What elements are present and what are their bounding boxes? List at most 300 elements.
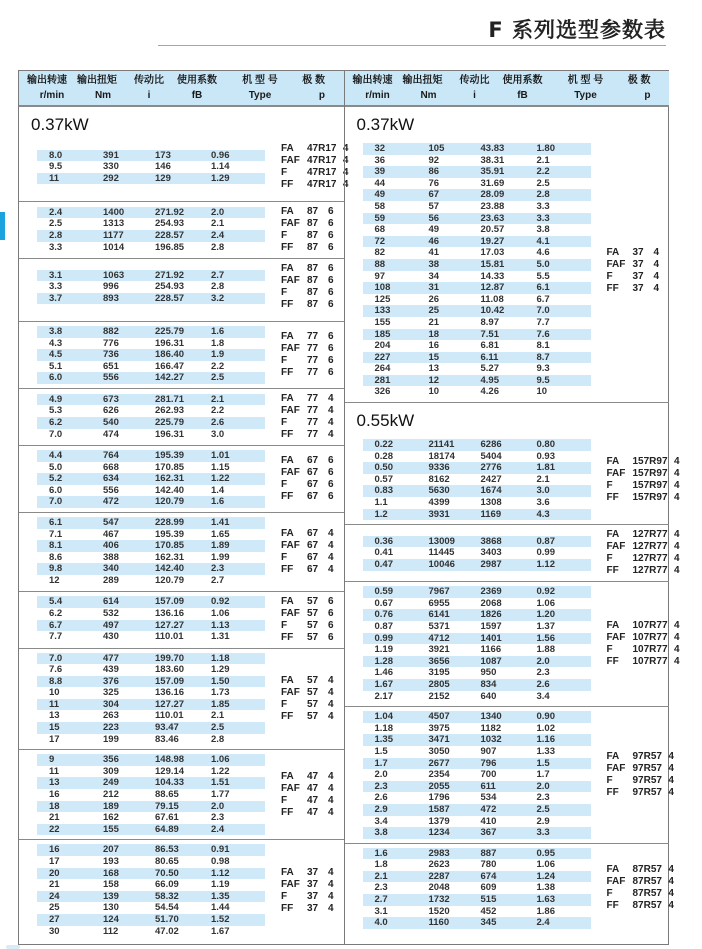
table-row xyxy=(363,871,591,883)
model-poles: 4 xyxy=(668,900,674,912)
model-size: 87 xyxy=(307,230,319,241)
model-poles: 4 xyxy=(673,491,680,503)
cell-factor: 0.92 xyxy=(211,596,230,608)
cell-ratio: 67.61 xyxy=(155,812,179,824)
model-poles: 4 xyxy=(327,878,334,890)
cell-factor: 1.4 xyxy=(211,484,225,496)
spec-rows xyxy=(37,754,265,835)
cell-ratio: 2369 xyxy=(480,586,502,598)
cell-torque: 430 xyxy=(103,631,119,643)
unit-factor: fB xyxy=(191,90,203,101)
model-poles: 4 xyxy=(327,674,334,686)
model-prefix: FAF xyxy=(281,218,300,229)
model-size: 87R57 xyxy=(632,876,662,888)
model-poles: 4 xyxy=(327,698,334,710)
model-item xyxy=(281,675,334,687)
cell-ratio: 104.33 xyxy=(155,777,185,789)
table-row xyxy=(37,394,265,406)
cell-speed: 6.0 xyxy=(49,484,63,496)
cell-ratio: 110.01 xyxy=(155,710,184,722)
cell-factor: 1.89 xyxy=(211,540,230,552)
cell-torque: 474 xyxy=(103,428,119,440)
spec-rows xyxy=(363,711,591,839)
header-service-factor: 使用系数 xyxy=(177,75,217,86)
cell-speed: 27 xyxy=(49,913,60,925)
cell-speed: 32 xyxy=(374,143,386,154)
cell-torque: 304 xyxy=(103,698,119,710)
cell-speed: 5.0 xyxy=(49,461,63,473)
model-size: 47R17 xyxy=(307,143,337,154)
table-row xyxy=(363,166,591,178)
cell-torque: 1014 xyxy=(103,241,125,253)
model-list xyxy=(265,867,344,915)
cell-ratio: 142.27 xyxy=(155,372,185,384)
table-row xyxy=(363,859,591,871)
cell-torque: 263 xyxy=(103,710,119,722)
table-row xyxy=(37,844,265,856)
cell-ratio: 142.40 xyxy=(155,563,185,575)
cell-factor: 1.99 xyxy=(211,551,230,563)
cell-speed: 2.5 xyxy=(49,218,63,230)
cell-torque: 540 xyxy=(103,416,119,428)
cell-speed: 2.4 xyxy=(49,206,63,218)
cell-ratio: 225.79 xyxy=(155,326,185,337)
model-item xyxy=(281,620,334,632)
model-size: 157R97 xyxy=(632,479,668,491)
cell-speed: 0.22 xyxy=(374,439,393,451)
model-item xyxy=(281,479,334,491)
table-row xyxy=(363,547,591,559)
model-size: 107R77 xyxy=(632,656,668,668)
model-size: 47R17 xyxy=(307,179,337,190)
table-row xyxy=(37,596,265,608)
cell-factor: 1.9 xyxy=(211,349,225,361)
table-row xyxy=(37,868,265,880)
table-row xyxy=(363,224,591,236)
cell-torque: 57 xyxy=(428,200,440,212)
model-item xyxy=(281,355,334,367)
table-row xyxy=(37,766,265,778)
cell-torque: 292 xyxy=(103,172,119,184)
table-row xyxy=(37,754,265,766)
cell-ratio: 6286 xyxy=(480,439,502,451)
cell-torque: 1520 xyxy=(428,905,450,917)
model-item xyxy=(281,632,334,644)
cell-factor: 1.80 xyxy=(536,143,555,154)
cell-speed: 0.76 xyxy=(374,609,393,621)
table-row xyxy=(37,417,265,429)
cell-ratio: 79.15 xyxy=(155,800,179,812)
table-row xyxy=(37,722,265,734)
cell-ratio: 1597 xyxy=(480,621,502,632)
model-poles: 4 xyxy=(668,876,674,888)
cell-speed: 7.7 xyxy=(49,631,63,643)
model-item xyxy=(607,787,674,799)
table-row xyxy=(363,485,591,497)
cell-speed: 3.1 xyxy=(374,905,388,917)
cell-factor: 1.16 xyxy=(536,734,555,746)
model-item xyxy=(607,864,674,876)
spec-rows xyxy=(37,150,265,185)
cell-ratio: 88.65 xyxy=(155,789,179,801)
table-row xyxy=(363,340,591,352)
model-poles: 4 xyxy=(327,392,334,404)
cell-torque: 49 xyxy=(428,224,440,236)
cell-factor: 3.3 xyxy=(536,212,550,224)
cell-factor: 0.95 xyxy=(536,847,555,859)
table-row xyxy=(37,664,265,676)
model-item xyxy=(281,795,334,807)
table-row xyxy=(363,667,591,679)
model-poles: 4 xyxy=(327,686,334,698)
cell-ratio: 281.71 xyxy=(155,393,185,405)
cell-ratio: 28.09 xyxy=(480,189,505,201)
left-table xyxy=(19,71,349,944)
model-size: 127R77 xyxy=(632,529,668,541)
table-row xyxy=(363,816,591,828)
cell-speed: 68 xyxy=(374,224,386,236)
spec-group xyxy=(345,844,674,933)
model-list xyxy=(265,675,344,723)
cell-ratio: 64.89 xyxy=(155,823,179,835)
cell-ratio: 271.92 xyxy=(155,269,185,281)
table-header xyxy=(345,71,670,107)
cell-speed: 6.0 xyxy=(49,372,63,384)
cell-torque: 2677 xyxy=(428,757,450,769)
cell-speed: 0.57 xyxy=(374,473,393,485)
model-item xyxy=(281,417,334,429)
model-poles: 4 xyxy=(673,455,680,467)
cell-torque: 1063 xyxy=(103,269,125,281)
model-item xyxy=(281,467,334,479)
cell-torque: 3195 xyxy=(428,667,450,679)
table-row xyxy=(363,178,591,190)
cell-ratio: 534 xyxy=(480,792,497,804)
model-size: 57 xyxy=(307,710,319,722)
table-row xyxy=(37,676,265,688)
cell-ratio: 228.99 xyxy=(155,516,185,528)
model-item xyxy=(281,528,334,540)
cell-factor: 0.96 xyxy=(211,149,230,161)
model-size: 37 xyxy=(632,282,644,294)
cell-factor: 1.41 xyxy=(211,516,230,528)
spec-group xyxy=(19,139,349,202)
model-item xyxy=(281,552,334,564)
model-prefix: F xyxy=(281,230,288,241)
model-size: 67 xyxy=(307,551,319,563)
model-size: 47R17 xyxy=(307,167,337,178)
cell-torque: 3975 xyxy=(428,722,450,734)
cell-torque: 6955 xyxy=(428,597,450,609)
cell-torque: 41 xyxy=(428,247,440,259)
cell-torque: 2152 xyxy=(428,690,450,702)
cell-torque: 309 xyxy=(103,765,119,777)
model-size: 87 xyxy=(307,275,319,286)
model-poles: 4 xyxy=(673,620,680,632)
model-item xyxy=(281,143,348,155)
model-prefix: FF xyxy=(606,491,619,503)
cell-factor: 2.5 xyxy=(536,803,550,815)
table-row xyxy=(363,633,591,645)
cell-speed: 18 xyxy=(49,800,60,812)
model-prefix: F xyxy=(606,774,613,786)
cell-ratio: 110.01 xyxy=(155,631,184,643)
cell-speed: 3.4 xyxy=(374,815,388,827)
header-type: 机 型 号 xyxy=(567,75,604,86)
cell-speed: 281 xyxy=(374,374,391,386)
table-row xyxy=(37,710,265,722)
model-size: 67 xyxy=(307,490,319,502)
spec-group xyxy=(345,139,670,402)
table-row xyxy=(37,450,265,462)
cell-speed: 5.4 xyxy=(49,596,63,608)
spec-group xyxy=(19,446,344,513)
cell-factor: 0.93 xyxy=(536,450,555,462)
cell-speed: 185 xyxy=(374,328,391,340)
table-row xyxy=(363,769,591,781)
model-prefix: FA xyxy=(281,595,294,607)
unit-speed: r/min xyxy=(39,90,65,101)
model-prefix: F xyxy=(281,167,288,178)
cell-ratio: 609 xyxy=(480,882,497,894)
cell-factor: 2.0 xyxy=(536,655,550,667)
model-item xyxy=(281,263,334,275)
cell-factor: 3.3 xyxy=(536,200,550,212)
cell-factor: 7.0 xyxy=(536,305,550,317)
cell-torque: 472 xyxy=(103,496,119,508)
model-prefix: FA xyxy=(281,527,294,539)
cell-speed: 7.0 xyxy=(49,652,63,664)
cell-factor: 5.0 xyxy=(536,258,550,270)
table-row xyxy=(363,305,591,317)
table-row xyxy=(37,517,265,529)
cell-torque: 25 xyxy=(428,305,440,317)
table-row xyxy=(37,891,265,903)
cell-torque: 189 xyxy=(103,800,119,812)
cell-torque: 26 xyxy=(428,293,440,305)
model-poles: 4 xyxy=(673,632,680,644)
table-row xyxy=(363,609,591,621)
cell-torque: 547 xyxy=(103,516,119,528)
cell-speed: 2.9 xyxy=(374,803,388,815)
header-output-speed: 输出转速 xyxy=(27,75,67,86)
model-poles: 6 xyxy=(327,354,334,366)
cell-ratio: 4.95 xyxy=(480,374,499,386)
model-poles: 4 xyxy=(673,541,680,553)
table-row xyxy=(37,552,265,564)
spec-rows xyxy=(37,394,265,440)
model-prefix: F xyxy=(281,478,288,490)
table-row xyxy=(363,189,591,201)
model-prefix: FAF xyxy=(281,155,300,166)
cell-ratio: 271.92 xyxy=(155,206,185,218)
cell-ratio: 17.03 xyxy=(480,247,505,259)
table-row xyxy=(37,620,265,632)
cell-ratio: 127.27 xyxy=(155,698,185,710)
model-poles: 4 xyxy=(668,774,674,786)
model-size: 87 xyxy=(307,206,319,217)
unit-poles: p xyxy=(318,90,325,101)
cell-speed: 5.2 xyxy=(49,473,63,485)
cell-factor: 2.1 xyxy=(536,154,550,166)
cell-torque: 4712 xyxy=(428,632,450,644)
cell-torque: 5371 xyxy=(428,621,450,632)
model-size: 47 xyxy=(307,794,319,806)
cell-factor: 4.1 xyxy=(536,235,550,247)
cell-speed: 11 xyxy=(49,765,60,777)
cell-torque: 21141 xyxy=(428,439,455,451)
cell-speed: 11 xyxy=(49,172,60,184)
model-poles: 4 xyxy=(653,258,659,270)
model-poles: 4 xyxy=(653,270,659,282)
cell-torque: 13 xyxy=(428,363,440,375)
cell-ratio: 51.70 xyxy=(155,913,179,925)
cell-speed: 3.7 xyxy=(49,292,63,304)
cell-torque: 21 xyxy=(428,316,440,328)
cell-speed: 82 xyxy=(374,247,386,259)
cell-torque: 556 xyxy=(103,372,119,384)
cell-ratio: 162.31 xyxy=(155,551,185,563)
table-row xyxy=(363,247,591,259)
model-size: 67 xyxy=(307,527,319,539)
model-prefix: F xyxy=(281,354,288,366)
cell-torque: 249 xyxy=(103,777,119,789)
model-size: 87R57 xyxy=(632,900,662,912)
model-poles: 6 xyxy=(327,595,334,607)
cell-torque: 556 xyxy=(103,484,119,496)
cell-torque: 105 xyxy=(428,143,445,154)
cell-ratio: 11.08 xyxy=(480,293,504,305)
cell-speed: 4.5 xyxy=(49,349,63,361)
cell-factor: 1.06 xyxy=(536,859,555,871)
cell-torque: 330 xyxy=(103,161,119,173)
cell-speed: 1.19 xyxy=(374,644,393,656)
unit-speed: r/min xyxy=(365,90,390,101)
model-poles: 6 xyxy=(327,263,334,274)
model-size: 97R57 xyxy=(632,774,662,786)
table-row xyxy=(37,902,265,914)
cell-torque: 18 xyxy=(428,328,440,340)
model-size: 57 xyxy=(307,595,319,607)
spec-group xyxy=(19,750,344,840)
model-prefix: F xyxy=(606,553,613,565)
spec-group xyxy=(345,582,680,707)
cell-ratio: 196.31 xyxy=(155,428,185,440)
cell-torque: 626 xyxy=(103,405,119,417)
cell-factor: 2.9 xyxy=(536,815,550,827)
cell-speed: 20 xyxy=(49,867,60,879)
cell-ratio: 136.16 xyxy=(155,687,185,699)
cell-torque: 10 xyxy=(428,386,440,398)
model-prefix: F xyxy=(281,416,288,428)
cell-torque: 124 xyxy=(103,913,119,925)
table-row xyxy=(37,926,265,938)
cell-factor: 4.3 xyxy=(536,508,550,520)
cell-factor: 2.6 xyxy=(536,678,550,690)
model-size: 87 xyxy=(307,218,319,229)
table-header xyxy=(19,71,344,107)
cell-torque: 4507 xyxy=(428,711,450,723)
spec-group xyxy=(19,592,344,649)
cell-torque: 16 xyxy=(428,340,440,352)
model-item xyxy=(281,807,334,819)
cell-torque: 340 xyxy=(103,563,119,575)
cell-factor: 1.5 xyxy=(536,757,550,769)
model-item xyxy=(607,480,680,492)
cell-ratio: 38.31 xyxy=(480,154,505,166)
model-poles: 6 xyxy=(327,607,334,619)
cell-ratio: 472 xyxy=(480,803,497,815)
table-row xyxy=(363,474,591,486)
cell-factor: 1.35 xyxy=(211,890,230,902)
cell-factor: 1.77 xyxy=(211,789,230,801)
cell-factor: 2.0 xyxy=(211,206,225,218)
unit-type: Type xyxy=(248,90,272,101)
model-item xyxy=(607,763,674,775)
model-prefix: FA xyxy=(281,454,294,466)
cell-factor: 1.88 xyxy=(536,644,555,656)
table-row xyxy=(363,621,591,633)
model-prefix: F xyxy=(606,644,613,656)
cell-ratio: 1032 xyxy=(480,734,502,746)
unit-torque: Nm xyxy=(94,90,112,101)
cell-factor: 1.33 xyxy=(536,745,555,757)
table-row xyxy=(37,699,265,711)
cell-factor: 1.85 xyxy=(211,698,230,710)
model-item xyxy=(281,540,334,552)
model-poles: 4 xyxy=(327,890,334,902)
table-row xyxy=(363,375,591,387)
cell-ratio: 834 xyxy=(480,678,497,690)
cell-ratio: 80.65 xyxy=(155,856,179,867)
cell-ratio: 70.50 xyxy=(155,867,179,879)
model-list xyxy=(265,771,344,819)
cell-speed: 3.8 xyxy=(49,326,63,337)
power-section xyxy=(345,402,680,933)
cell-torque: 467 xyxy=(103,528,119,540)
model-item xyxy=(281,783,334,795)
cell-speed: 7.0 xyxy=(49,428,63,440)
cell-factor: 1.14 xyxy=(211,161,230,173)
model-poles: 4 xyxy=(673,553,680,565)
table-row xyxy=(37,473,265,485)
model-size: 47 xyxy=(307,806,319,818)
table-row xyxy=(363,848,591,860)
model-poles: 6 xyxy=(327,299,334,310)
cell-speed: 3.3 xyxy=(49,281,63,293)
cell-factor: 2.7 xyxy=(211,269,225,281)
title-divider xyxy=(158,45,666,46)
table-row xyxy=(363,282,591,294)
cell-speed: 0.50 xyxy=(374,462,393,474)
model-item xyxy=(281,429,334,441)
cell-torque: 223 xyxy=(103,722,119,734)
cell-speed: 2.7 xyxy=(374,894,388,906)
model-size: 67 xyxy=(307,478,319,490)
cell-ratio: 148.98 xyxy=(155,754,185,766)
cell-ratio: 86.53 xyxy=(155,844,179,856)
cell-torque: 3050 xyxy=(428,745,450,757)
cell-factor: 2.1 xyxy=(211,218,225,230)
cell-ratio: 1674 xyxy=(480,485,502,497)
cell-speed: 13 xyxy=(49,777,60,789)
cell-torque: 497 xyxy=(103,619,119,631)
model-prefix: FA xyxy=(606,750,620,762)
table-row xyxy=(37,687,265,699)
table-row xyxy=(37,812,265,824)
power-section xyxy=(345,107,670,402)
cell-speed: 6.7 xyxy=(49,619,63,631)
